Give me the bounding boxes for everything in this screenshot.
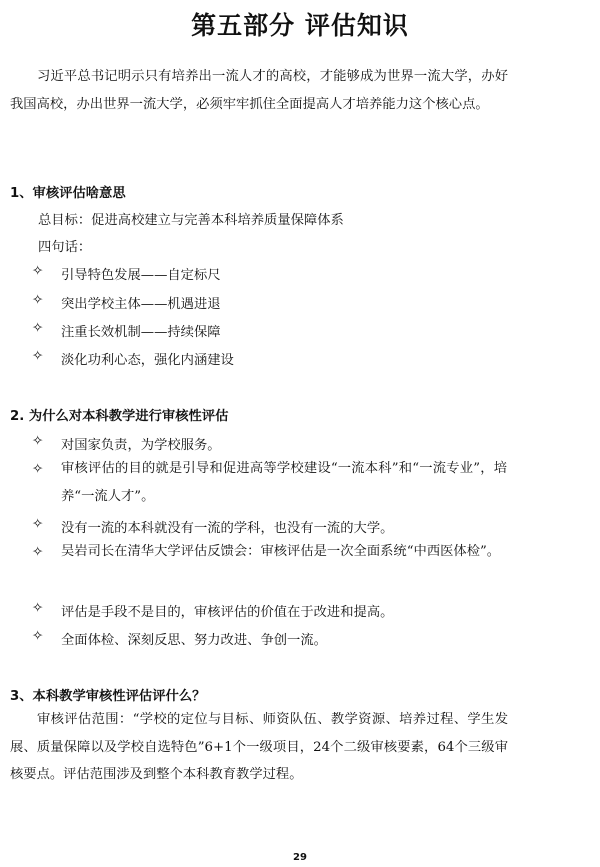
section-2-bullet-6: 全面体检、深刻反思、努力改进、争创一流。 [61,633,327,648]
intro-paragraph: 习近平总书记明示只有培养出一流人才的高校，才能够成为世界一流大学，办好我国高校，办出世界一流大学，必须牢牢抓住全面提高人才培养能力这个核心点。 [10,69,508,112]
bullet-icon: ✧ [32,293,44,308]
section-3-body: 审核评估范围：“学校的定位与目标、师资队伍、教学资源、培养过程、学生发展、质量保障以及学校自选特色”6+1个一级项目，24个二级审核要素，64个三级审核要点。评估范围涉及到整个本科教育教学过程。 [10,712,508,782]
overall-goal: 总目标：促进高校建立与完善本科培养质量保障体系 [38,213,344,228]
bullet-icon: ✧ [32,601,44,616]
section-1-heading: 1、审核评估啥意思 [10,186,126,201]
section-3-heading: 3、本科教学审核性评估评什么？ [10,689,206,704]
bullet-icon: ✧ [32,434,44,449]
bullet-icon: ✧ [32,462,44,477]
bullet-icon: ✧ [32,264,44,279]
page-title: 第五部分 评估知识 [191,11,409,40]
bullet-icon: ✧ [32,629,44,644]
section-2-bullet-4: 吴岩司长在清华大学评估反馈会：审核评估是一次全面系统“中西医体检”。 [61,544,501,559]
section-2-bullet-2: 审核评估的目的就是引导和促进高等学校建设“一流本科”和“一流专业”，培养“一流人才”。 [61,461,507,504]
page-number: 29 [293,852,307,863]
bullet-icon: ✧ [32,545,44,560]
bullet-icon: ✧ [32,517,44,532]
bullet-icon: ✧ [32,321,44,336]
section-1-bullet-1: 引导特色发展——自定标尺 [61,268,221,283]
section-1-bullet-4: 淡化功利心态，强化内涵建设 [61,353,234,368]
section-2-bullet-1: 对国家负责，为学校服务。 [61,438,221,453]
section-1-bullet-2: 突出学校主体——机遇进退 [61,297,221,312]
four-sentences-label: 四句话： [38,240,92,255]
bullet-icon: ✧ [32,349,44,364]
section-2-bullet-5: 评估是手段不是目的，审核评估的价值在于改进和提高。 [61,605,394,620]
section-2-bullet-3: 没有一流的本科就没有一流的学科，也没有一流的大学。 [61,521,394,536]
section-2-heading: 2. 为什么对本科教学进行审核性评估 [10,409,229,424]
section-1-bullet-3: 注重长效机制——持续保障 [61,325,221,340]
